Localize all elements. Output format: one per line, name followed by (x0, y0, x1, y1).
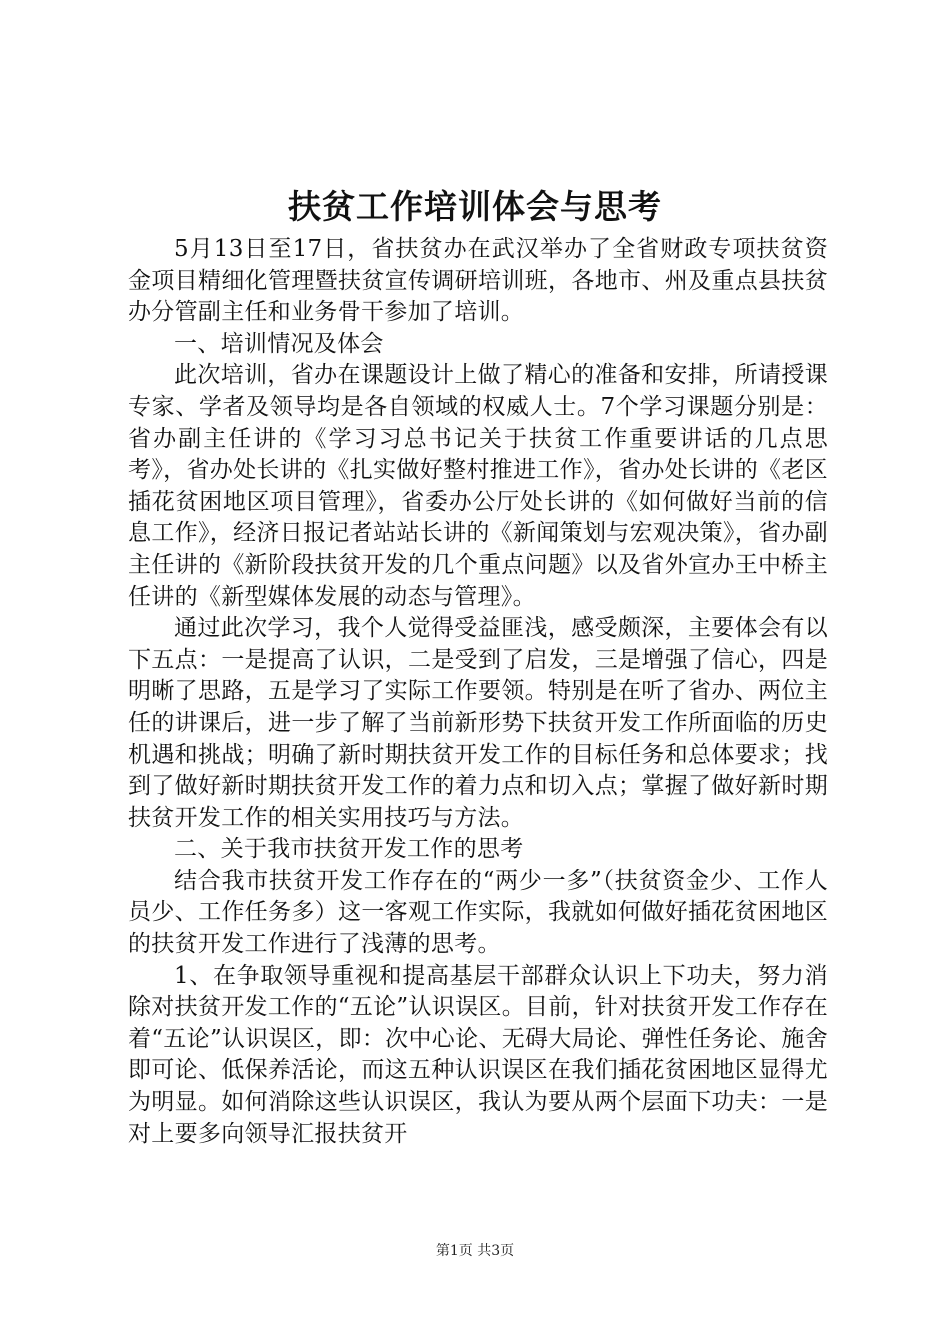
paragraph-training-experience: 通过此次学习，我个人觉得受益匪浅，感受颇深，主要体会有以下五点：一是提高了认识，二是受到了启发，三是增强了信心，四是明晰了思路，五是学习了实际工作要领。特别是在听了省办、两位主任的讲课后，进一步了解了当前新形势下扶贫开发工作所面临的历史机遇和挑战；明确了新时期扶贫开发工作的目标任务和总体要求；找到了做好新时期扶贫开发工作的着力点和切入点；掌握了做好新时期扶贫开发工作的相关实用技巧与方法。 (128, 615, 828, 831)
paragraph-city-context: 结合我市扶贫开发工作存在的“两少一多”（扶贫资金少、工作人员少、工作任务多）这一客观工作实际，我就如何做好插花贫困地区的扶贫开发工作进行了浅薄的思考。 (128, 867, 828, 958)
section-heading-2: 二、关于我市扶贫开发工作的思考 (174, 836, 524, 863)
paragraph-point-1: 1、在争取领导重视和提高基层干部群众认识上下功夫，努力消除对扶贫开发工作的“五论”认识误区。目前，针对扶贫开发工作存在着“五论”认识误区，即：次中心论、无碍大局论、弹性任务论、施舍即可论、低保养活论，而这五种认识误区在我们插花贫困地区显得尤为明显。如何消除这些认识误区，我认为要从两个层面下功夫：一是对上要多向领导汇报扶贫开 (128, 962, 828, 1147)
document-title: 扶贫工作培训体会与思考 (288, 187, 662, 226)
paragraph-training-courses: 此次培训，省办在课题设计上做了精心的准备和安排，所请授课专家、学者及领导均是各自领域的权威人士。7个学习课题分别是：省办副主任讲的《学习习总书记关于扶贫工作重要讲话的几点思考》，省办处长讲的《扎实做好整村推进工作》，省办处长讲的《老区插花贫困地区项目管理》，省委办公厅处长讲的《如何做好当前的信息工作》，经济日报记者站站长讲的《新闻策划与宏观决策》，省办副主任讲的《新阶段扶贫开发的几个重点问题》以及省外宣办王中桥主任讲的《新型媒体发展的动态与管理》。 (128, 362, 828, 610)
document-body (128, 234, 828, 1150)
paragraph-intro: 5月13日至17日，省扶贫办在武汉举办了全省财政专项扶贫资金项目精细化管理暨扶贫宣传调研培训班，各地市、州及重点县扶贫办分管副主任和业务骨干参加了培训。 (128, 236, 828, 326)
section-heading-1: 一、培训情况及体会 (174, 330, 384, 357)
page-footer: 第1页 共3页 (435, 1243, 515, 1259)
